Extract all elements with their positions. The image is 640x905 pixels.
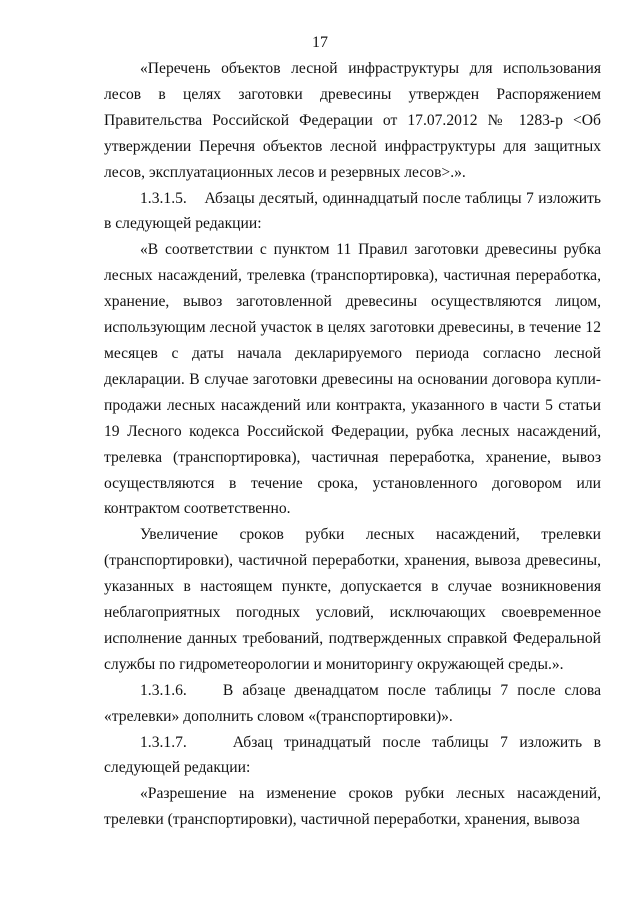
document-body [104,56,605,833]
paragraph-permission-quote: «Разрешение на изменение сроков рубки лесных насаждений, трелевки (транспортировки), частичной переработки, хранения, вывоза [104,785,601,829]
page-number: 17 [312,34,328,51]
paragraph-infrastructure-list: «Перечень объектов лесной инфраструктуры для использования лесов в целях заготовки древесины утвержден Распоряжением Правительства Российской Федерации от 17.07.2012 № 1283-р <Об утверждении Перечня объектов лесной инфраструктуры для защитных лесов, эксплуатационных лесов и резервных лесов>.». [104,60,601,181]
paragraph-1-3-1-5: 1.3.1.5. Абзацы десятый, одиннадцатый после таблицы 7 изложить в следующей редакции: [104,189,605,233]
paragraph-term-extension: Увеличение сроков рубки лесных насаждений, трелевки (транспортировки), частичной переработки, хранения, вывоза древесины, указанных в настоящем пункте, допускается в случае возникновения неблагоприятных погодных условий, исключающих своевременное исполнение данных требований, подтвержденных справкой Федеральной службы по гидрометеорологии и мониторингу окружающей среды.». [104,526,601,673]
paragraph-1-3-1-7: 1.3.1.7. Абзац тринадцатый после таблицы 7 изложить в следующей редакции: [104,733,605,777]
paragraph-1-3-1-6: 1.3.1.6. В абзаце двенадцатом после таблицы 7 после слова «трелевки» дополнить словом «(транспортировки)». [104,681,605,725]
paragraph-rules-quote: «В соответствии с пунктом 11 Правил заготовки древесины рубка лесных насаждений, трелевка (транспортировка), частичная переработка, хранение, вывоз заготовленной древесины осуществляются лицом, использующим лесной участок в целях заготовки древесины, в течение 12 месяцев с даты начала декларируемого периода согласно лесной декларации. В случае заготовки древесины на основании договора купли-продажи лесных насаждений или контракта, указанного в части 5 статьи 19 Лесного кодекса Российской Федерации, рубка лесных насаждений, трелевка (транспортировка), частичная переработка, хранение, вывоз осуществляются в течение срока, установленного договором или контрактом соответственно. [104,241,601,518]
